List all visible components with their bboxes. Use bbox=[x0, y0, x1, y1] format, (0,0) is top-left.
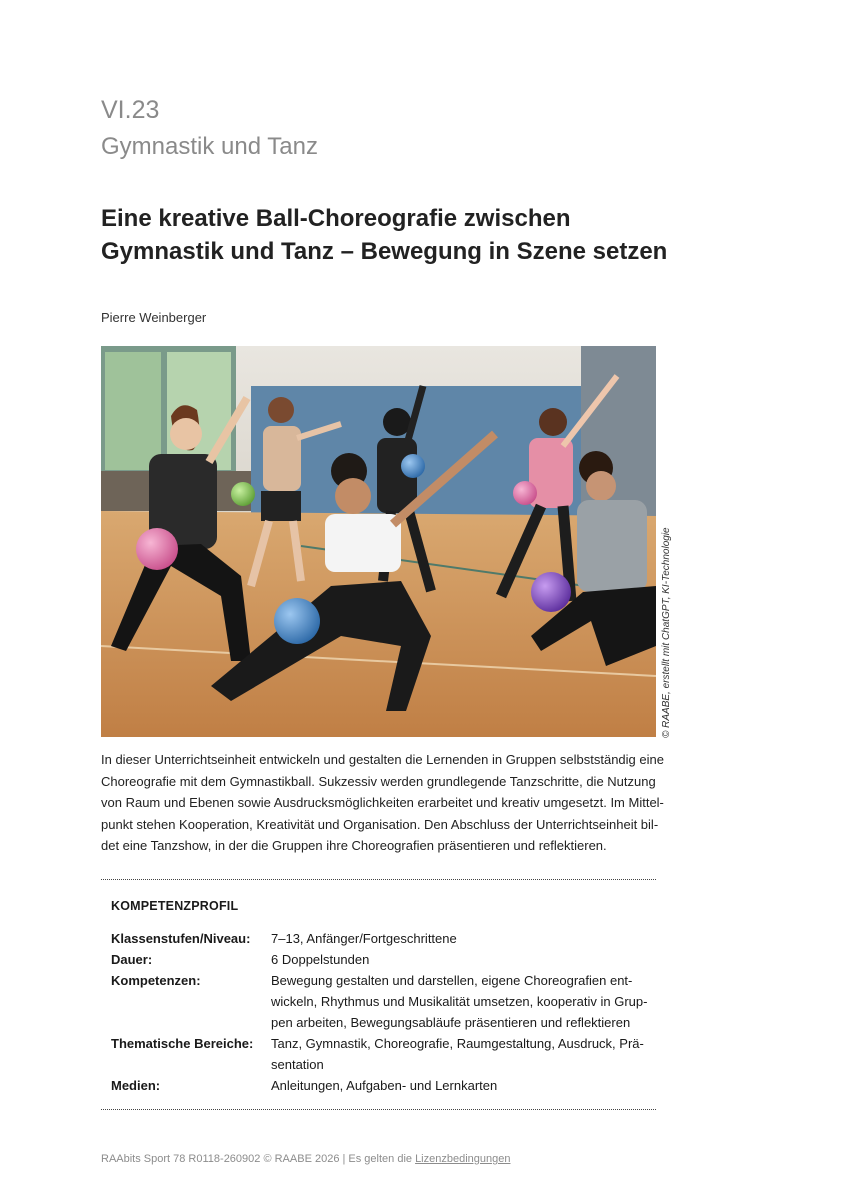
abstract-line: det eine Tanzshow, in der die Gruppen ihre Choreografien präsentieren und reflektieren. bbox=[101, 838, 607, 853]
abstract-line: Choreografie mit dem Gymnastikball. Sukzessiv werden grundlegende Tanzschritte, die Nutzung bbox=[101, 773, 656, 789]
profile-label: Klassenstufen/Niveau: bbox=[111, 931, 251, 946]
profile-value-line: 6 Doppelstunden bbox=[271, 952, 370, 967]
dance-class-photo bbox=[101, 346, 656, 737]
profile-value bbox=[271, 928, 661, 949]
abstract-line: punkt stehen Kooperation, Kreativität und Organisation. Den Abschluss der Unterrichtseinheit bil- bbox=[101, 816, 659, 832]
abstract-line: In dieser Unterrichtseinheit entwickeln und gestalten die Lernenden in Gruppen selbstständig eine bbox=[101, 752, 664, 767]
profile-value-line: wickeln, Rhythmus und Musikalität umsetzen, kooperativ in Grup- bbox=[271, 994, 648, 1009]
profile-value-line: Tanz, Gymnastik, Choreografie, Raumgestaltung, Ausdruck, Prä- bbox=[271, 1036, 644, 1051]
profile-label: Dauer: bbox=[111, 952, 153, 967]
footer bbox=[101, 1153, 510, 1165]
footer-text: RAAbits Sport 78 R0118-260902 © RAABE 2026 | Es gelten die bbox=[101, 1153, 416, 1165]
profile-value-line: sentation bbox=[271, 1057, 324, 1072]
profile-value bbox=[271, 1033, 661, 1075]
page-title bbox=[101, 202, 721, 268]
profile-label: Medien: bbox=[111, 1078, 161, 1093]
profile-value bbox=[271, 949, 661, 970]
title-line: Eine kreative Ball-Choreografie zwischen bbox=[101, 205, 571, 232]
divider bbox=[101, 1109, 656, 1110]
section-name: Gymnastik und Tanz bbox=[101, 133, 318, 160]
profile-label: Thematische Bereiche: bbox=[111, 1036, 254, 1051]
license-link[interactable]: Lizenzbedingungen bbox=[415, 1153, 511, 1165]
title-line: Gymnastik und Tanz – Bewegung in Szene setzen bbox=[101, 238, 668, 265]
author: Pierre Weinberger bbox=[101, 310, 207, 325]
profile-value bbox=[271, 970, 661, 1033]
profile-value-line: Anleitungen, Aufgaben- und Lernkarten bbox=[271, 1078, 498, 1093]
photo-credit: © RAABE, erstellt mit ChatGPT, KI-Technologie bbox=[661, 527, 672, 738]
profile-value-line: 7–13, Anfänger/Fortgeschrittene bbox=[271, 931, 457, 946]
profile-value-line: Bewegung gestalten und darstellen, eigene Choreografien ent- bbox=[271, 973, 633, 988]
profile-label: Kompetenzen: bbox=[111, 973, 201, 988]
profile-heading: KOMPETENZPROFIL bbox=[111, 899, 239, 913]
section-code: VI.23 bbox=[101, 96, 160, 124]
abstract-line: von Raum und Ebenen sowie Ausdrucksmöglichkeiten erarbeitet und kreativ umgesetzt. Im Mittel- bbox=[101, 795, 664, 810]
divider bbox=[101, 879, 656, 880]
profile-value-line: pen arbeiten, Bewegungsabläufe präsentieren und reflektieren bbox=[271, 1015, 631, 1030]
profile-value bbox=[271, 1075, 661, 1096]
abstract bbox=[101, 749, 664, 857]
